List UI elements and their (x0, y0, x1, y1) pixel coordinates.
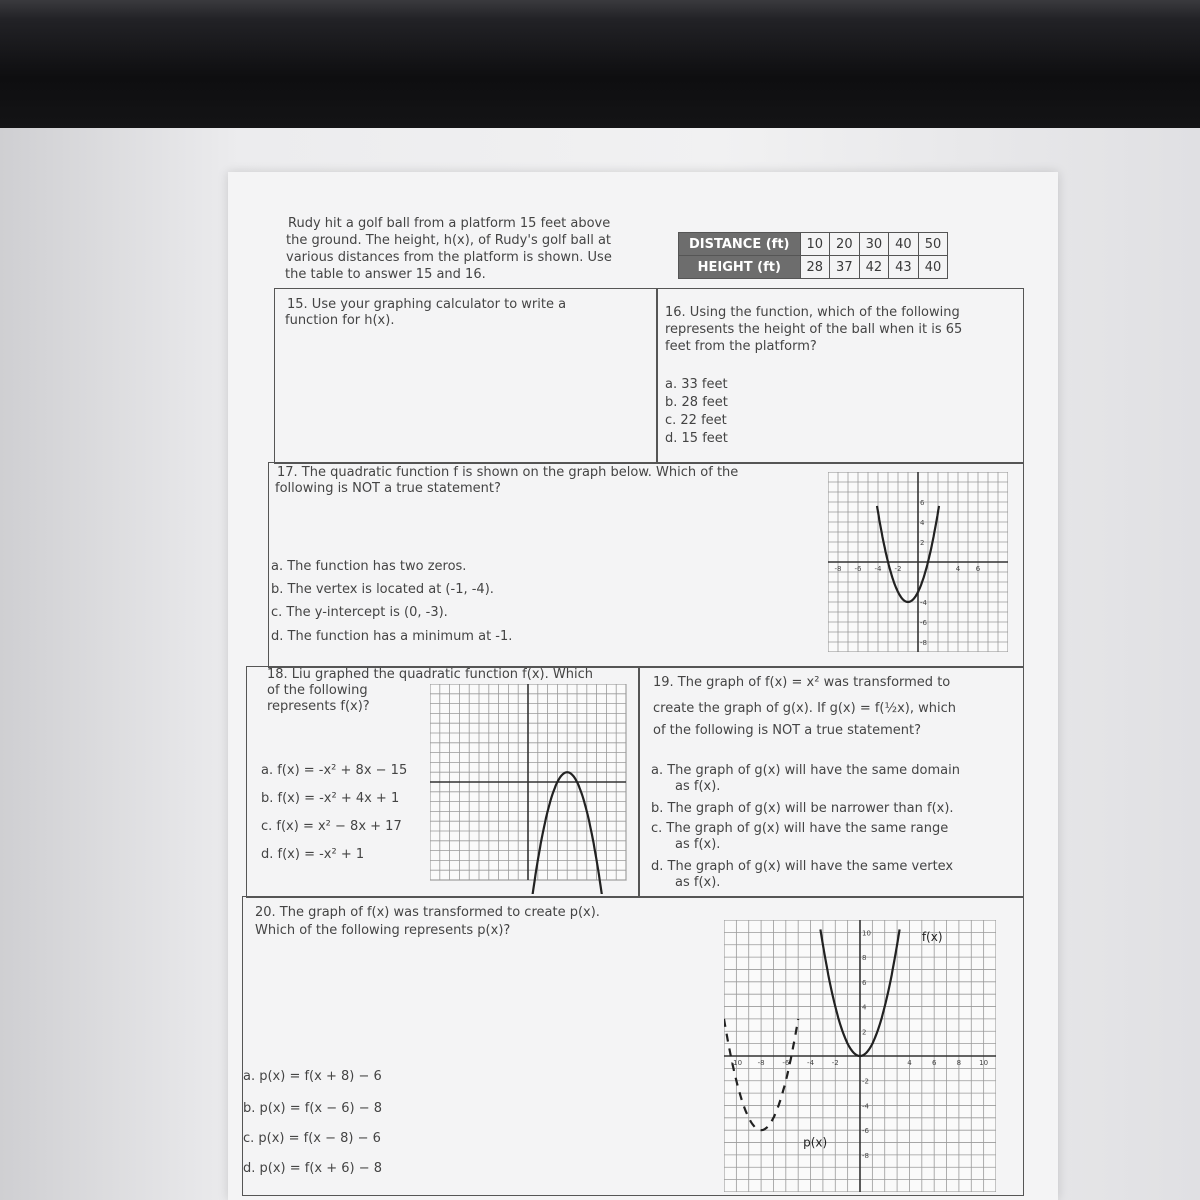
q18-choice-a: a. f(x) = -x² + 8x − 15 (261, 763, 408, 778)
q20-choice-c: c. p(x) = f(x − 8) − 6 (243, 1131, 381, 1146)
y-tick-label: -4 (862, 1102, 869, 1111)
q19-line: 19. The graph of f(x) = x² was transformed to (653, 675, 951, 690)
q17-line: following is NOT a true statement? (275, 481, 501, 496)
q20-choice-b: b. p(x) = f(x − 6) − 8 (243, 1101, 383, 1116)
table-cell: 30 (859, 233, 889, 256)
q17-choice-d: d. The function has a minimum at -1. (271, 629, 513, 644)
q20-line: Which of the following represents p(x)? (255, 923, 511, 938)
intro-line: the table to answer 15 and 16. (285, 267, 486, 282)
q18-line: 18. Liu graphed the quadratic function f(x). Which (267, 667, 593, 682)
x-tick-label: -6 (782, 1059, 790, 1067)
q20-choice-d: d. p(x) = f(x + 6) − 8 (243, 1161, 383, 1176)
distance-height-table (678, 232, 948, 279)
q15-line: 15. Use your graphing calculator to write a (287, 297, 567, 312)
question-19-box (638, 666, 1024, 898)
table-cell: 50 (918, 233, 948, 256)
q19-choice-d-cont: as f(x). (675, 875, 721, 890)
x-tick-label: -2 (831, 1059, 839, 1067)
x-tick-label: -2 (894, 565, 902, 573)
q19-line: of the following is NOT a true statement? (653, 723, 921, 738)
intro-line: the ground. The height, h(x), of Rudy's golf ball at (286, 233, 612, 248)
q15-line: function for h(x). (285, 313, 395, 328)
y-tick-label: -4 (920, 599, 927, 607)
x-tick-label: 4 (907, 1059, 912, 1067)
intro-line: various distances from the platform is shown. Use (286, 250, 612, 265)
table-row (679, 233, 948, 256)
table-cell: 40 (889, 233, 919, 256)
y-tick-label: 2 (862, 1028, 867, 1037)
x-tick-label: -8 (757, 1059, 765, 1067)
f-label: f(x) (921, 930, 943, 945)
q19-choice-a: a. The graph of g(x) will have the same domain (651, 763, 960, 778)
table-cell: 20 (830, 233, 860, 256)
y-tick-label: 10 (862, 929, 871, 938)
q18-line: represents f(x)? (267, 699, 370, 714)
q19-choice-d: d. The graph of g(x) will have the same vertex (651, 859, 954, 874)
q20-choice-a: a. p(x) = f(x + 8) − 6 (243, 1069, 382, 1084)
q17-choice-a: a. The function has two zeros. (271, 559, 467, 574)
x-tick-label: -4 (874, 565, 882, 573)
x-tick-label: 6 (975, 565, 981, 573)
x-tick-label: -10 (730, 1059, 743, 1067)
table-header-height: HEIGHT (ft) (679, 256, 801, 279)
q16-choice-d: d. 15 feet (665, 431, 728, 446)
x-tick-label: 6 (931, 1059, 937, 1067)
question-16-box (656, 288, 1024, 464)
x-tick-label: -8 (834, 565, 842, 573)
x-tick-label: -4 (807, 1059, 815, 1067)
table-cell: 43 (889, 256, 919, 279)
monitor-bezel (0, 0, 1200, 130)
q16-line: represents the height of the ball when it is 65 (665, 322, 963, 337)
x-tick-label: 4 (955, 565, 961, 573)
table-cell: 10 (800, 233, 830, 256)
q17-graph (828, 472, 1008, 652)
y-tick-label: 6 (920, 499, 925, 507)
table-header-distance: DISTANCE (ft) (679, 233, 801, 256)
x-tick-label: -6 (854, 565, 862, 573)
q17-line: 17. The quadratic function f is shown on the graph below. Which of the (277, 465, 739, 480)
q16-line: feet from the platform? (665, 339, 817, 354)
q18-graph (430, 684, 630, 894)
y-tick-label: -6 (920, 619, 927, 627)
x-tick-label: 10 (979, 1059, 989, 1067)
y-tick-label: 8 (862, 954, 867, 963)
worksheet-page (228, 172, 1058, 1200)
q18-line: of the following (267, 683, 368, 698)
q18-choice-d: d. f(x) = -x² + 1 (261, 847, 365, 862)
q19-choice-c: c. The graph of g(x) will have the same range (651, 821, 949, 836)
table-cell: 40 (918, 256, 948, 279)
y-tick-label: -6 (862, 1127, 869, 1136)
y-tick-label: -2 (862, 1077, 869, 1086)
table-cell: 42 (859, 256, 889, 279)
q18-choice-b: b. f(x) = -x² + 4x + 1 (261, 791, 400, 806)
y-tick-label: 4 (862, 1003, 867, 1012)
table-cell: 28 (800, 256, 830, 279)
y-tick-label: 6 (862, 978, 867, 987)
x-tick-label: 8 (956, 1059, 962, 1067)
y-tick-label: -8 (920, 639, 927, 647)
intro-line: Rudy hit a golf ball from a platform 15 feet above (288, 216, 611, 231)
q19-choice-c-cont: as f(x). (675, 837, 721, 852)
q19-choice-a-cont: as f(x). (675, 779, 721, 794)
y-tick-label: -8 (862, 1151, 869, 1160)
q16-choice-c: c. 22 feet (665, 413, 727, 428)
q20-graph (724, 920, 996, 1192)
q19-line: create the graph of g(x). If g(x) = f(½x), which (653, 701, 957, 716)
q17-choice-c: c. The y-intercept is (0, -3). (271, 605, 448, 620)
q17-choice-b: b. The vertex is located at (-1, -4). (271, 582, 494, 597)
q19-choice-b: b. The graph of g(x) will be narrower than f(x). (651, 801, 954, 816)
q16-choice-b: b. 28 feet (665, 395, 728, 410)
q20-line: 20. The graph of f(x) was transformed to create p(x). (255, 905, 600, 920)
q16-line: 16. Using the function, which of the following (665, 305, 960, 320)
question-15-box (274, 288, 658, 464)
table-row (679, 256, 948, 279)
p-label: p(x) (803, 1135, 828, 1150)
q18-choice-c: c. f(x) = x² − 8x + 17 (261, 819, 402, 834)
q16-choice-a: a. 33 feet (665, 377, 728, 392)
table-cell: 37 (830, 256, 860, 279)
y-tick-label: 2 (920, 539, 925, 547)
y-tick-label: 4 (920, 519, 925, 527)
